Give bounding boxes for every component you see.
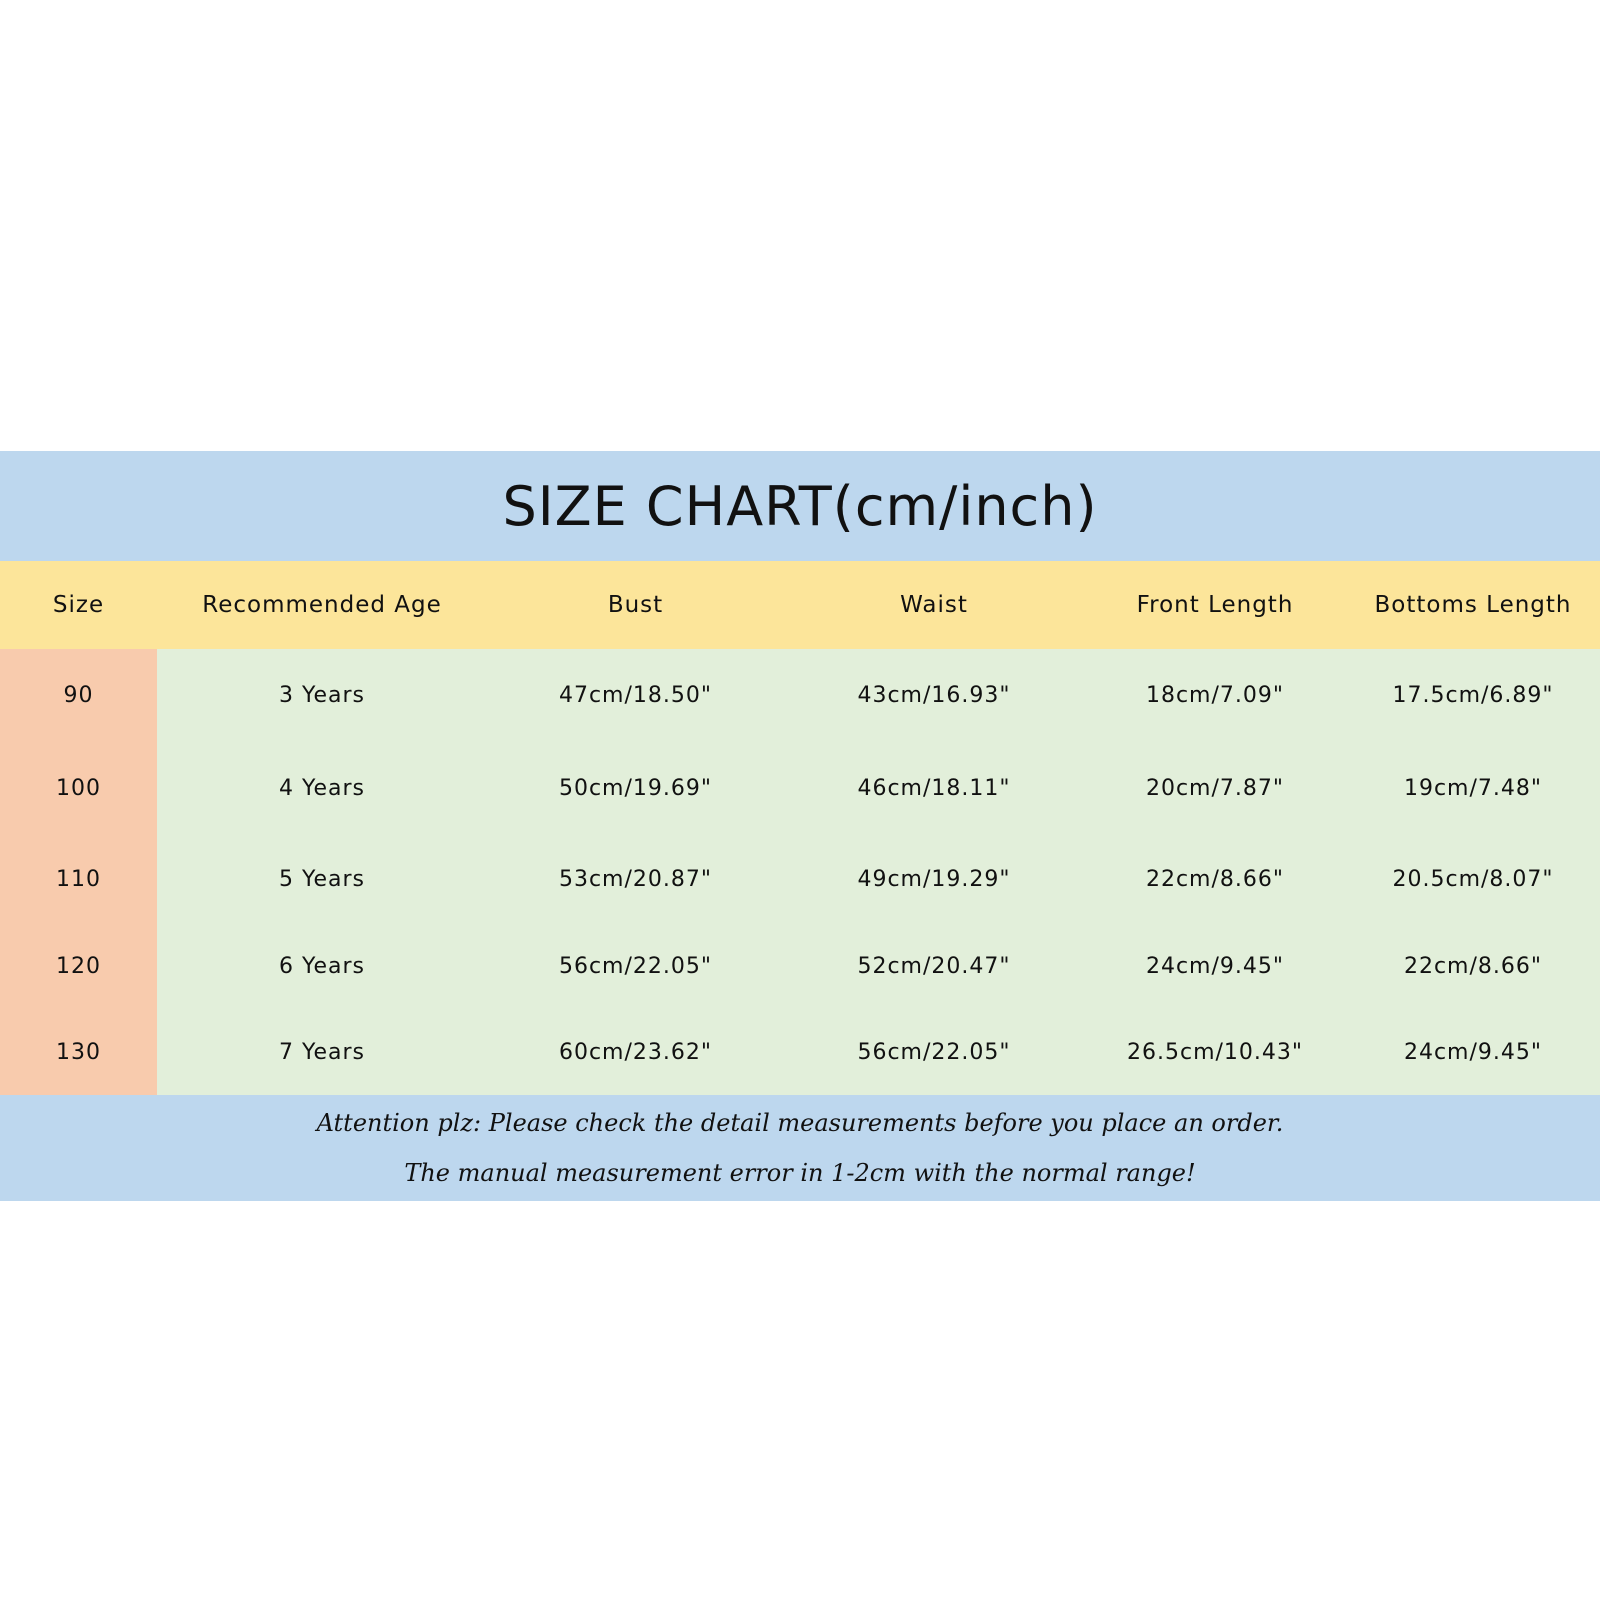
bust-cell: 53cm/20.87" — [487, 836, 784, 923]
bottoms-length-cell: 22cm/8.66" — [1346, 923, 1600, 1009]
attention-note: Attention plz: Please check the detail measurements before you place an order. — [316, 1109, 1284, 1137]
header-bust: Bust — [487, 561, 784, 649]
age-cell: 6 Years — [157, 923, 487, 1009]
note-band — [0, 1095, 1600, 1201]
size-cell: 110 — [0, 836, 157, 923]
bottoms-length-cell: 17.5cm/6.89" — [1346, 649, 1600, 741]
size-cell: 100 — [0, 741, 157, 836]
chart-title: SIZE CHART(cm/inch) — [502, 474, 1098, 538]
bottoms-length-cell: 24cm/9.45" — [1346, 1009, 1600, 1095]
age-cell: 7 Years — [157, 1009, 487, 1095]
header-front-length: Front Length — [1084, 561, 1346, 649]
waist-cell: 49cm/19.29" — [784, 836, 1084, 923]
header-waist: Waist — [784, 561, 1084, 649]
header-recommended-age: Recommended Age — [157, 561, 487, 649]
header-bottoms-length: Bottoms Length — [1346, 561, 1600, 649]
front-length-cell: 24cm/9.45" — [1084, 923, 1346, 1009]
waist-cell: 56cm/22.05" — [784, 1009, 1084, 1095]
bottoms-length-cell: 20.5cm/8.07" — [1346, 836, 1600, 923]
size-cell: 90 — [0, 649, 157, 741]
front-length-cell: 26.5cm/10.43" — [1084, 1009, 1346, 1095]
header-size: Size — [0, 561, 157, 649]
age-cell: 3 Years — [157, 649, 487, 741]
front-length-cell: 22cm/8.66" — [1084, 836, 1346, 923]
title-band — [0, 451, 1600, 561]
waist-cell: 52cm/20.47" — [784, 923, 1084, 1009]
front-length-cell: 20cm/7.87" — [1084, 741, 1346, 836]
waist-cell: 46cm/18.11" — [784, 741, 1084, 836]
size-cell: 120 — [0, 923, 157, 1009]
measurement-error-note: The manual measurement error in 1-2cm with the normal range! — [404, 1159, 1196, 1187]
front-length-cell: 18cm/7.09" — [1084, 649, 1346, 741]
size-cell: 130 — [0, 1009, 157, 1095]
bust-cell: 60cm/23.62" — [487, 1009, 784, 1095]
age-cell: 5 Years — [157, 836, 487, 923]
age-cell: 4 Years — [157, 741, 487, 836]
waist-cell: 43cm/16.93" — [784, 649, 1084, 741]
bust-cell: 50cm/19.69" — [487, 741, 784, 836]
size-chart — [0, 451, 1600, 1201]
size-table — [0, 561, 1600, 1095]
bust-cell: 47cm/18.50" — [487, 649, 784, 741]
bottoms-length-cell: 19cm/7.48" — [1346, 741, 1600, 836]
bust-cell: 56cm/22.05" — [487, 923, 784, 1009]
